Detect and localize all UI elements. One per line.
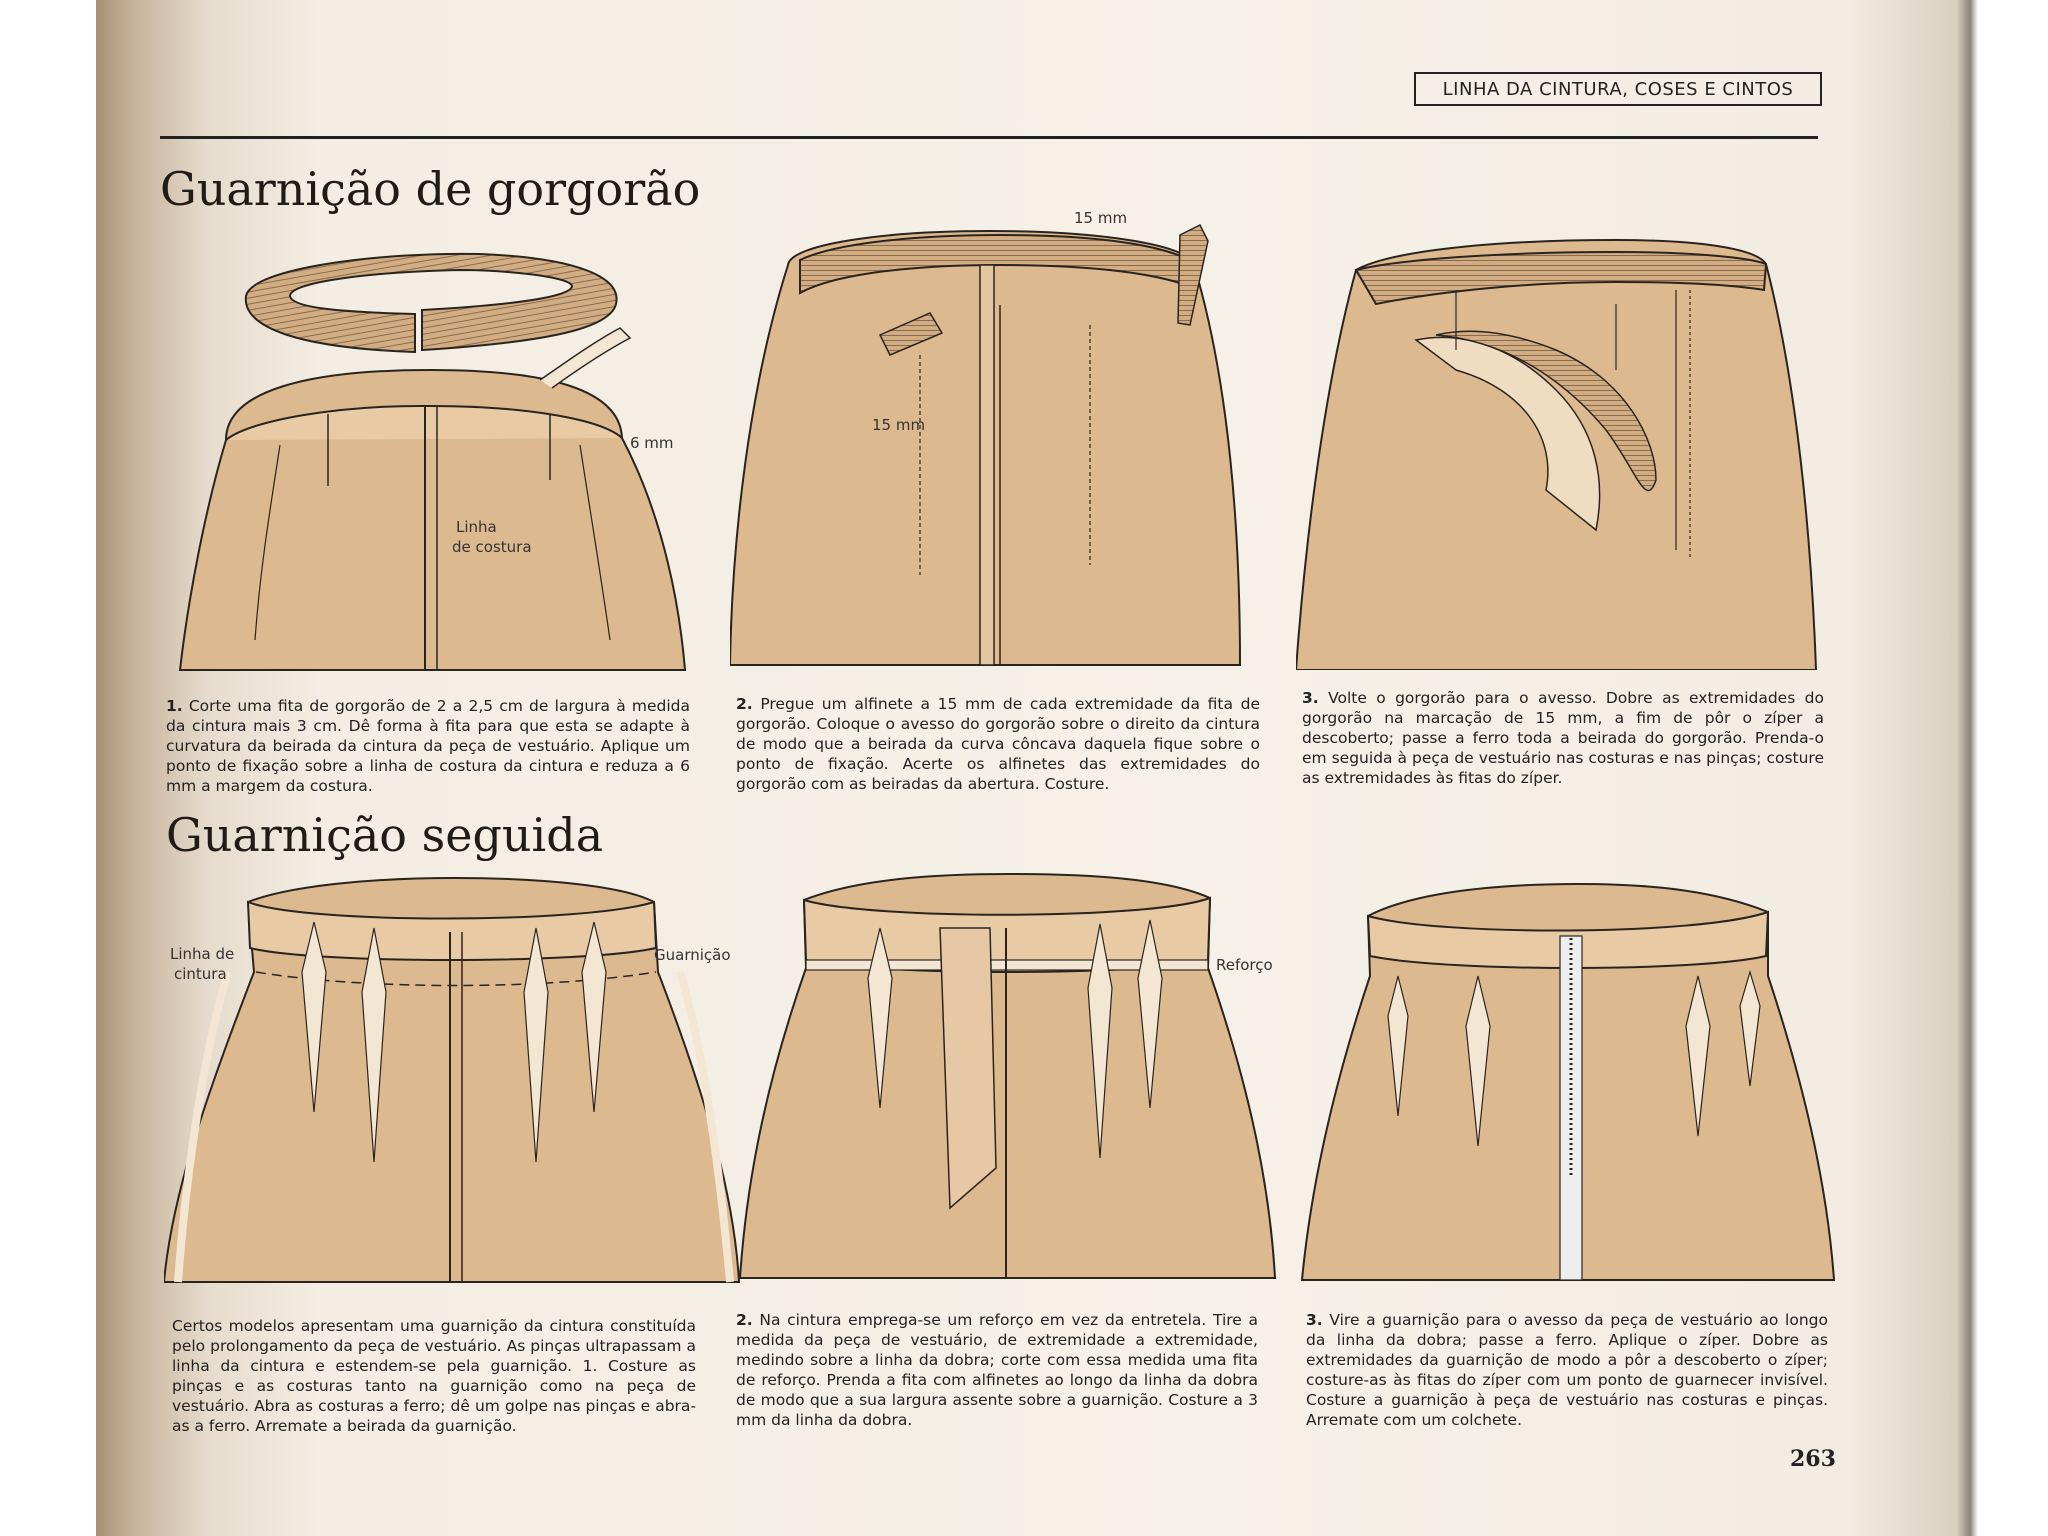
header-rule bbox=[160, 136, 1818, 139]
caption-step-2 bbox=[736, 694, 1260, 794]
section-title-cut-on-facing: Guarnição seguida bbox=[166, 808, 604, 862]
step-text: Corte uma fita de gorgorão de 2 a 2,5 cm de largura à medida da cintura mais 3 cm. Dê forma à fita para que esta se adapte à curvatura da beirada da cintura da peça de vestuário. Aplique um ponto de fixação sobre a linha de costura da cintura e reduza a 6 mm a margem da costura. bbox=[166, 697, 690, 795]
label-reinforcement: Reforço bbox=[1216, 956, 1273, 974]
step-text: Volte o gorgorão para o avesso. Dobre as extremidades do gorgorão na marcação de 15 mm, a fim de pôr o zíper a descoberto; passe a ferro toda a beirada do gorgorão. Prenda-o em seguida à peça de vestuário nas costuras e nas pinças; costure as extremidades às fitas do zíper. bbox=[1302, 689, 1824, 787]
label-facing: Guarnição bbox=[654, 946, 731, 964]
label-15mm-top: 15 mm bbox=[1074, 209, 1128, 227]
illustration-step-6 bbox=[1298, 876, 1838, 1286]
label-seam-line-2: de costura bbox=[452, 538, 532, 556]
label-waist-line-1: Linha de bbox=[170, 945, 235, 963]
step-number: 3. bbox=[1306, 1311, 1323, 1329]
caption-step-5 bbox=[736, 1310, 1258, 1430]
illustration-step-1 bbox=[160, 240, 720, 680]
illustration-step-4 bbox=[164, 872, 744, 1292]
step-number: 2. bbox=[736, 695, 753, 713]
label-15mm-bottom: 15 mm bbox=[872, 416, 926, 434]
section-title-grosgrain: Guarnição de gorgorão bbox=[160, 162, 701, 216]
step-text: Vire a guarnição para o avesso da peça de vestuário ao longo da linha da dobra; passe a ferro. Aplique o zíper. Dobre as extremidades da guarnição de modo a pôr a descoberto o zíper; costure-as às fitas do zíper com um ponto de guarnecer invisível. Costure a guarnição à peça de vestuário nas costuras e pinças. Arremate com um colchete. bbox=[1306, 1311, 1828, 1429]
left-margin bbox=[0, 0, 96, 1536]
step-text: Pregue um alfinete a 15 mm de cada extremidade da fita de gorgorão. Coloque o avesso do gorgorão sobre o direito da cintura de modo que a beirada da curva côncava daquela fique sobre o ponto de fixação. Acerte os alfinetes das extremidades do gorgorão com as beiradas da abertura. Costure. bbox=[736, 695, 1260, 793]
caption-step-6 bbox=[1306, 1310, 1828, 1430]
illustration-step-5 bbox=[730, 868, 1290, 1288]
caption-step-4 bbox=[172, 1316, 696, 1436]
illustration-step-2 bbox=[730, 205, 1270, 675]
step-text: Certos modelos apresentam uma guarnição da cintura constituída pelo prolongamento da peça de vestuário. As pinças ultrapassam a linha da cintura e estendem-se pela guarnição. 1. Costure as pinças e as costuras tanto na guarnição como na peça de vestuário. Abra as costuras a ferro; dê um golpe nas pinças e abra-as a ferro. Arremate a beirada da guarnição. bbox=[172, 1317, 696, 1435]
step-number: 3. bbox=[1302, 689, 1319, 707]
caption-step-1 bbox=[166, 696, 690, 796]
caption-step-3 bbox=[1302, 688, 1824, 788]
page-number: 263 bbox=[1790, 1446, 1836, 1472]
step-number: 2. bbox=[736, 1311, 753, 1329]
label-waist-line-2: cintura bbox=[174, 965, 227, 983]
step-text: Na cintura emprega-se um reforço em vez da entretela. Tire a medida da peça de vestuário, de extremidade a extremidade, medindo sobre a linha da dobra; corte com essa medida uma fita de reforço. Prenda a fita com alfinetes ao longo da linha da dobra de modo que a sua largura assente sobre a guarnição. Costure a 3 mm da linha da dobra. bbox=[736, 1311, 1258, 1429]
step-number: 1. bbox=[166, 697, 183, 715]
chapter-header: LINHA DA CINTURA, COSES E CINTOS bbox=[1414, 72, 1822, 106]
label-seam-line-1: Linha bbox=[456, 518, 497, 536]
page-edge bbox=[1958, 0, 1978, 1536]
illustration-step-3 bbox=[1296, 230, 1836, 670]
label-6mm: 6 mm bbox=[630, 434, 674, 452]
